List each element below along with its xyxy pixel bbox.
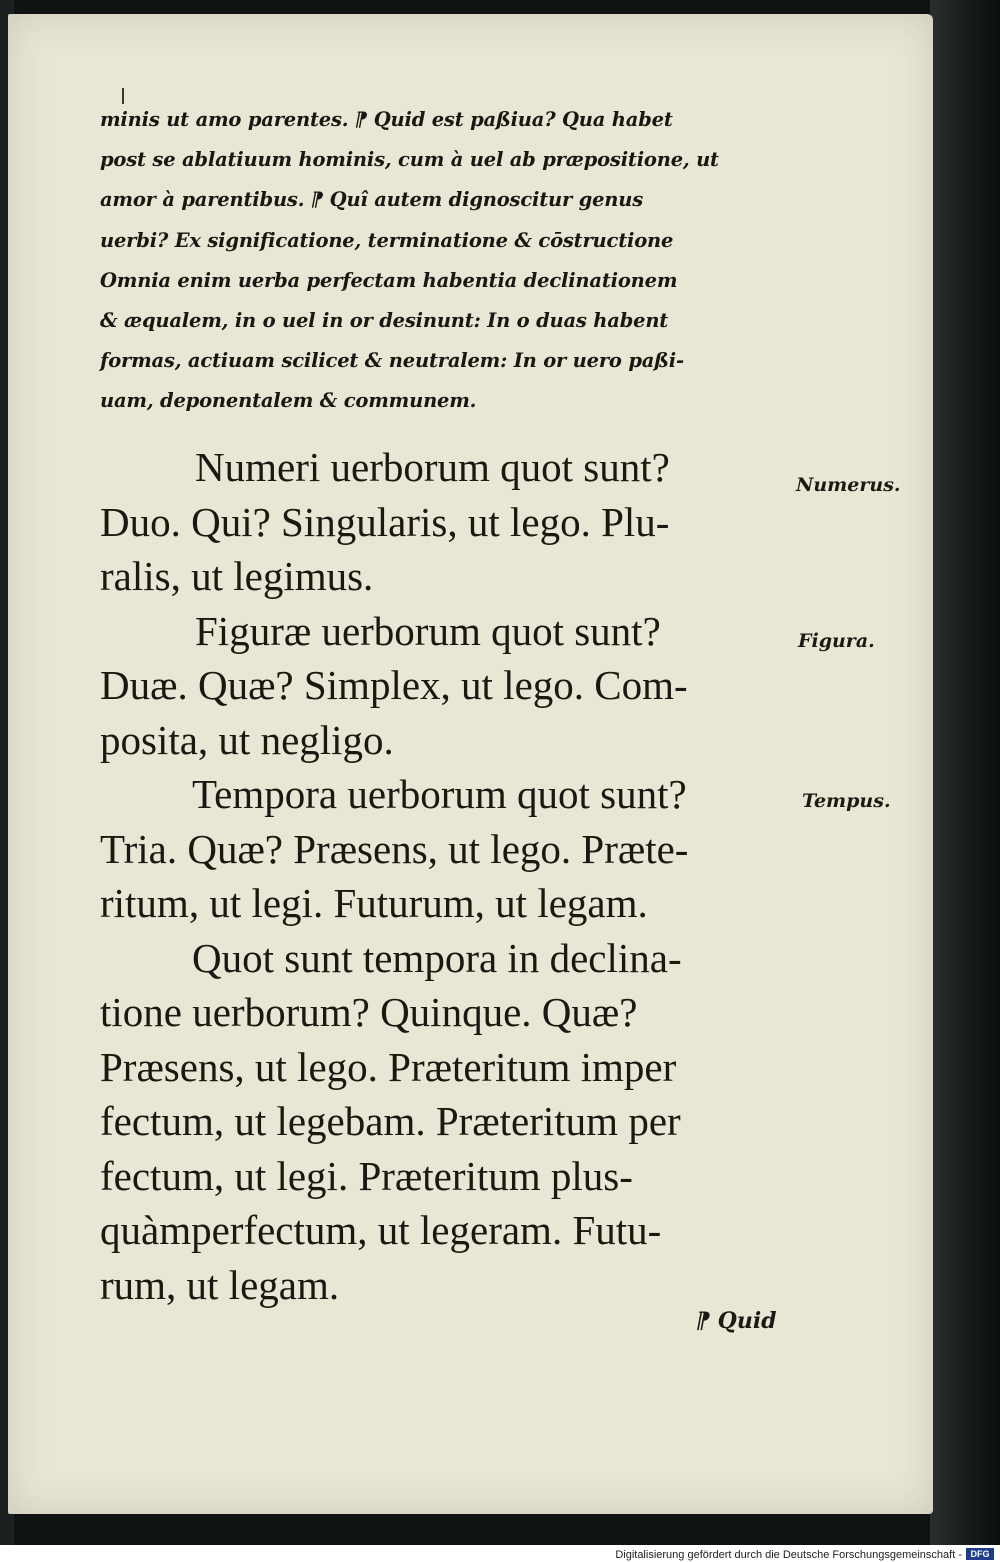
large-text-block <box>100 440 800 1312</box>
large-line: tione uerborum? Quinque. Quæ? <box>100 989 638 1035</box>
footer-bar <box>0 1545 1000 1562</box>
small-line: uerbi? Ex significatione, terminatione & cōstructione <box>100 228 674 252</box>
large-line: Duo. Qui? Singularis, ut lego. Plu- <box>100 498 670 545</box>
small-line: Omnia enim uerba perfectam habentia declinationem <box>100 268 678 292</box>
large-line: Duæ. Quæ? Simplex, ut lego. Com- <box>100 662 688 708</box>
large-line: Tria. Quæ? Præsens, ut lego. Præte- <box>100 825 689 872</box>
small-line: post se ablatiuum hominis, cum à uel ab præpositione, ut <box>100 148 719 172</box>
large-line-numeri-question: Numeri uerborum quot sunt? <box>195 444 670 490</box>
footer-funding-text: Digitalisierung gefördert durch die Deutsche Forschungsgemeinschaft - <box>615 1549 962 1561</box>
large-line: ralis, ut legimus. <box>100 553 374 599</box>
small-line: & æqualem, in o uel in or desinunt: In o duas habent <box>100 309 669 333</box>
margin-note-figura: Figura. <box>798 630 875 652</box>
small-line: uam, deponentalem & communem. <box>100 389 477 413</box>
large-line-quot-question: Quot sunt tempora in declina- <box>192 934 682 981</box>
large-line: ritum, ut legi. Futurum, ut legam. <box>100 880 648 926</box>
small-text-block <box>100 100 790 422</box>
large-line: fectum, ut legi. Præteritum plus- <box>100 1152 633 1199</box>
large-line: Præsens, ut lego. Præteritum imper <box>100 1043 677 1090</box>
small-line: formas, actiuam scilicet & neutralem: In or uero paßi- <box>100 349 684 373</box>
large-line-figurae-question: Figuræ uerborum quot sunt? <box>195 607 661 654</box>
small-line: minis ut amo parentes. ⁋ Quid est paßiua? Qua habet <box>100 108 673 131</box>
margin-note-numerus: Numerus. <box>796 474 901 496</box>
large-line-tempora-question: Tempora uerborum quot sunt? <box>192 771 687 817</box>
catchword: ⁋ Quid <box>696 1308 777 1334</box>
large-line: fectum, ut legebam. Præteritum per <box>100 1098 681 1144</box>
large-line: rum, ut legam. <box>100 1261 340 1308</box>
dfg-logo-icon: DFG <box>966 1548 994 1560</box>
large-line: posita, ut negligo. <box>100 716 394 763</box>
margin-note-tempus: Tempus. <box>802 790 891 812</box>
large-line: quàmperfectum, ut legeram. Futu- <box>100 1207 662 1253</box>
scan-background-right <box>930 0 1000 1545</box>
small-line: amor à parentibus. ⁋ Quî autem dignoscitur genus <box>100 188 644 212</box>
